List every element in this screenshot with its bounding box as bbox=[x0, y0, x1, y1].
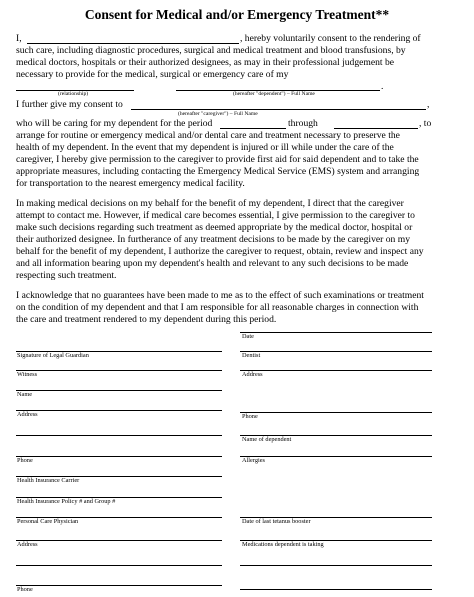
medications-line-2[interactable] bbox=[240, 565, 432, 566]
p1-line3: medical doctors, hospitals or their authorized designees, as may in their professional judgement be bbox=[16, 57, 395, 68]
p3-line6: and all information bearing upon my dependent's health and relevant to any such decisions to be made bbox=[16, 258, 409, 269]
p1-line1-suffix: , hereby voluntarily consent to the rendering of bbox=[240, 33, 421, 44]
p4-line2: on the condition of my dependent and that I am responsible for all reasonable charges in connection with bbox=[16, 302, 419, 313]
period-end-field[interactable] bbox=[334, 128, 418, 129]
p2-line6: appropriate measures, including contacting the Emergency Medical Service (EMS) system and arranging bbox=[16, 166, 420, 177]
relationship-sublabel: (relationship) bbox=[58, 91, 89, 97]
dependent-sublabel: (hereafter "dependent") – Full Name bbox=[233, 91, 315, 97]
medications-line-3[interactable] bbox=[240, 589, 432, 590]
p1-line1-prefix: I, bbox=[16, 33, 22, 44]
p3-line5: behalf for the benefit of my dependent, I authorize the caregiver to request, obtain, review and inspect any bbox=[16, 246, 424, 257]
dentist-label: Dentist bbox=[242, 352, 261, 359]
p2-line1-end: , bbox=[427, 99, 430, 110]
p2-line4: health of my dependent. In the event that my dependent is injured or ill while under the care of the bbox=[16, 142, 394, 153]
tetanus-label: Date of last tetanus booster bbox=[242, 518, 311, 525]
p2-line2-through: through bbox=[288, 118, 318, 129]
period-start-field[interactable] bbox=[220, 128, 286, 129]
document-title: Consent for Medical and/or Emergency Treatment** bbox=[84, 7, 390, 22]
insurance-carrier-label: Health Insurance Carrier bbox=[17, 477, 80, 484]
guardian-name-field[interactable] bbox=[27, 43, 239, 44]
p2-line3: arrange for routine or emergency medical and/or dental care and treatment necessary to preserve the bbox=[16, 130, 400, 141]
p3-line2: attempt to contact me. However, if medical care becomes essential, I give permission to the caregiver to bbox=[16, 210, 415, 221]
physician-address-label: Address bbox=[17, 541, 38, 548]
allergies-label: Allergies bbox=[242, 457, 265, 464]
address-label: Address bbox=[17, 411, 38, 418]
physician-address-line[interactable] bbox=[16, 540, 222, 541]
date-line[interactable] bbox=[240, 332, 432, 333]
date-label: Date bbox=[242, 333, 254, 340]
physician-phone-line[interactable] bbox=[16, 585, 222, 586]
allergies-line[interactable] bbox=[240, 456, 432, 457]
caregiver-name-field[interactable] bbox=[131, 109, 426, 110]
name-label: Name bbox=[17, 391, 33, 398]
medications-label: Medications dependent is taking bbox=[242, 541, 324, 548]
p3-line3: make such decisions regarding such treatment as deemed appropriate by the medical doctor, hospital or bbox=[16, 222, 413, 233]
right-address-label: Address bbox=[242, 371, 263, 378]
p3-line1: In making medical decisions on my behalf for the benefit of my dependent, I direct that the caregiver bbox=[16, 198, 404, 209]
physician-address-line-2[interactable] bbox=[16, 565, 222, 566]
address-line-2[interactable] bbox=[16, 435, 222, 436]
dentist-line[interactable] bbox=[240, 351, 432, 352]
witness-label: Witness bbox=[17, 371, 38, 378]
witness-line[interactable] bbox=[16, 370, 222, 371]
p2-line2-to: , to bbox=[419, 118, 432, 129]
right-phone-line[interactable] bbox=[240, 412, 432, 413]
p2-line2-prefix: who will be caring for my dependent for the period bbox=[16, 118, 213, 129]
right-phone-label: Phone bbox=[242, 413, 258, 420]
address-line[interactable] bbox=[16, 410, 222, 411]
p3-line7: respecting such treatment. bbox=[16, 270, 117, 281]
physician-phone-label: Phone bbox=[17, 586, 33, 593]
p4-line1: I acknowledge that no guarantees have been made to me as to the effect of such examinations or treatment bbox=[16, 290, 424, 301]
p3-line4: their authorized designee. In furtherance of any treatment decisions to be made by the caregiver on my bbox=[16, 234, 410, 245]
caregiver-sublabel: (hereafter "caregiver") – Full Name bbox=[178, 111, 258, 117]
p4-line3: the care and treatment rendered to my dependent during this period. bbox=[16, 314, 277, 325]
p1-line5-end: . bbox=[381, 81, 384, 92]
p2-line5: caregiver, I hereby give permission to the caregiver to provide first aid for said dependent and to take the bbox=[16, 154, 419, 165]
insurance-policy-label: Health Insurance Policy # and Group # bbox=[17, 498, 116, 505]
signature-label: Signature of Legal Guardian bbox=[17, 352, 89, 359]
right-address-line[interactable] bbox=[240, 370, 432, 371]
p2-line1-prefix: I further give my consent to bbox=[16, 99, 123, 110]
phone-label: Phone bbox=[17, 457, 33, 464]
p2-line7: for transportation to the nearest emergency medical facility. bbox=[16, 178, 245, 189]
phone-line[interactable] bbox=[16, 456, 222, 457]
p1-line4: necessary to provide for the medical, surgical or emergency care of my bbox=[16, 69, 289, 80]
name-of-dependent-label: Name of dependent bbox=[242, 436, 292, 443]
physician-label: Personal Care Physician bbox=[17, 518, 79, 525]
p1-line2: such care, including diagnostic procedures, surgical and medical treatment and blood transfusions, by bbox=[16, 45, 406, 56]
name-line[interactable] bbox=[16, 390, 222, 391]
